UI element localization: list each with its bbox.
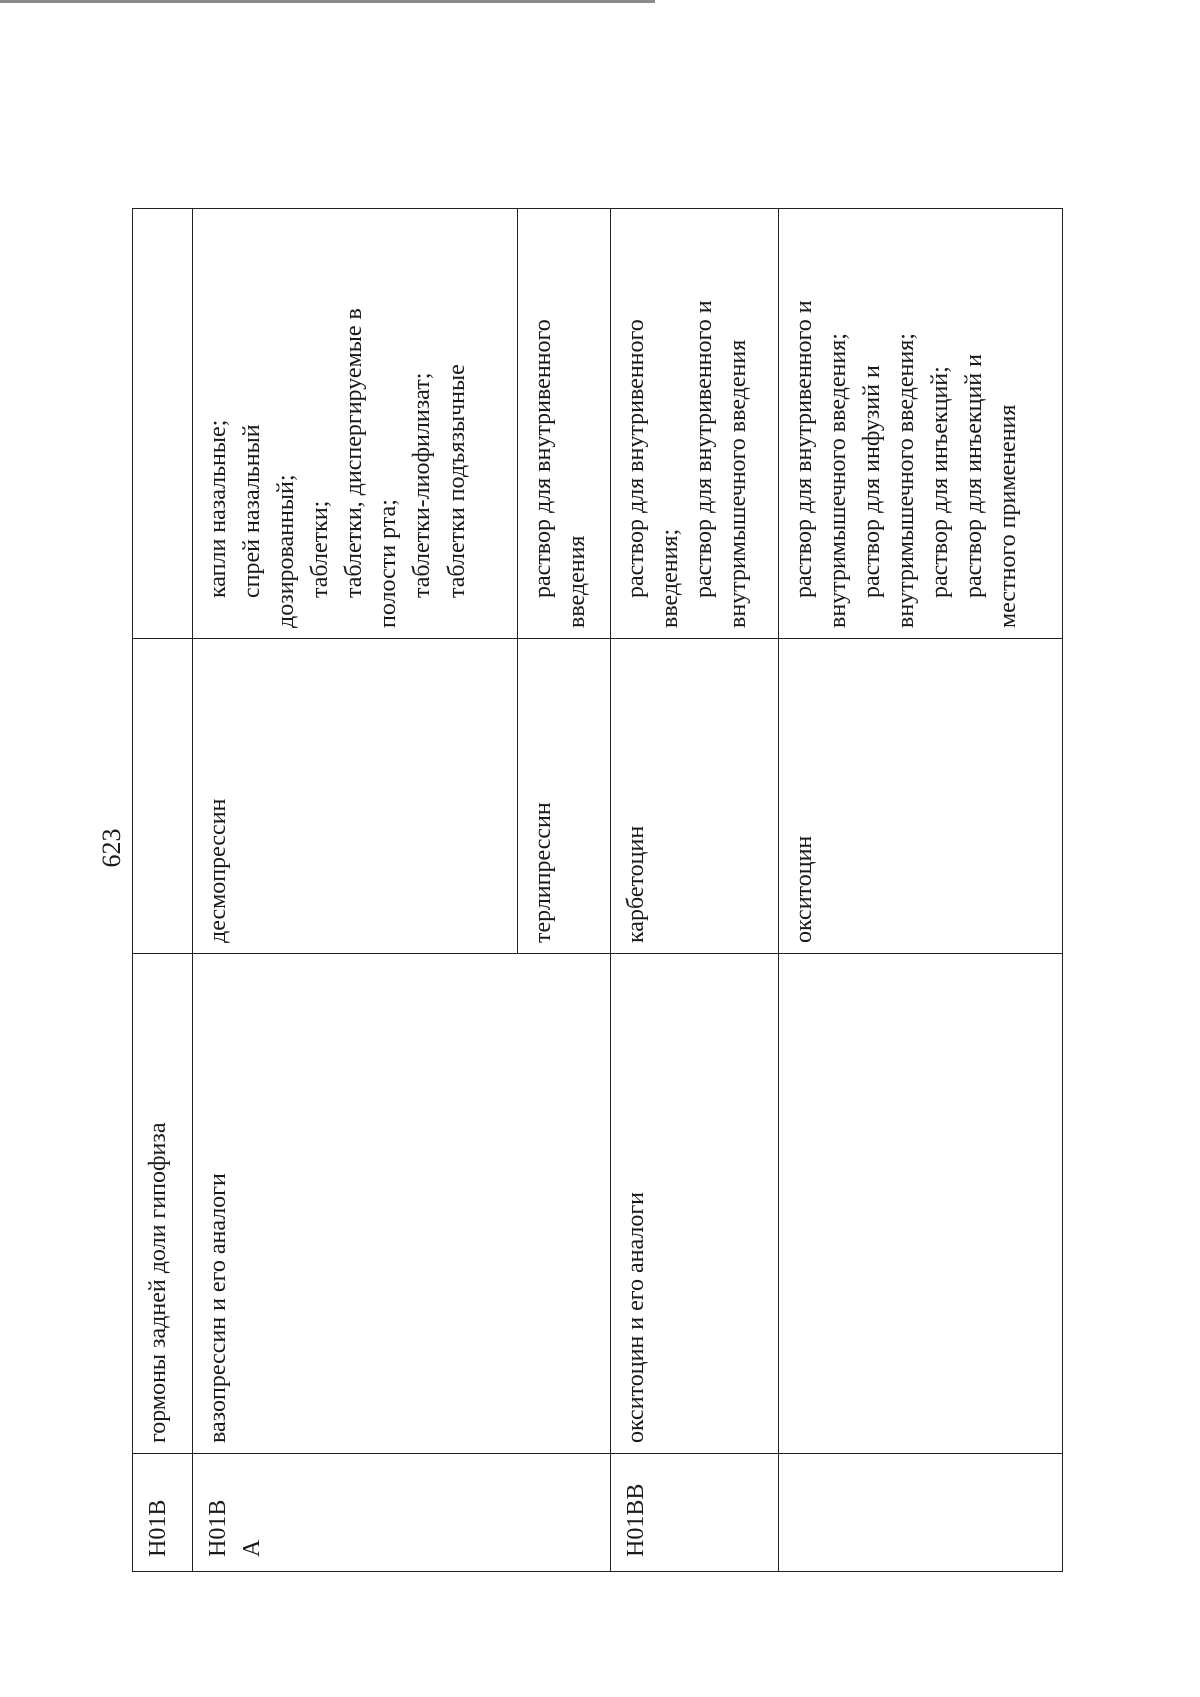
dosage-forms-cell bbox=[779, 209, 1063, 639]
dosage-form-line: раствор для внутривенного bbox=[623, 319, 649, 598]
dosage-form-line: таблетки-лиофилизат; bbox=[409, 372, 436, 598]
drug-name-cell bbox=[518, 639, 611, 954]
group-name-cell bbox=[193, 954, 611, 1454]
drug-name-oxytocin: окситоцин bbox=[791, 835, 817, 943]
atc-code-cell bbox=[193, 1454, 611, 1572]
dosage-form-line: введения bbox=[564, 535, 591, 628]
page-number: 623 bbox=[97, 828, 126, 868]
dosage-forms-cell bbox=[611, 209, 779, 639]
group-name: гормоны задней доли гипофиза bbox=[145, 1122, 171, 1443]
atc-code: H01B bbox=[145, 1499, 171, 1557]
atc-code: H01BB bbox=[623, 1483, 649, 1557]
dosage-form-line: внутримышечного введения; bbox=[825, 333, 852, 628]
group-name-cell bbox=[611, 954, 779, 1454]
table-row-h01ba bbox=[193, 209, 518, 1572]
table-row-h01bb bbox=[611, 209, 779, 1572]
atc-code-cell bbox=[611, 1454, 779, 1572]
drug-name-cell bbox=[611, 639, 779, 954]
dosage-form-line: введения; bbox=[657, 528, 684, 628]
drug-name-cell bbox=[193, 639, 518, 954]
group-name: окситоцин и его аналоги bbox=[623, 1191, 649, 1443]
dosage-form-line: раствор для внутривенного bbox=[530, 319, 556, 598]
group-name-cell bbox=[133, 954, 193, 1454]
dosage-form-line: таблетки; bbox=[307, 500, 334, 598]
group-name-cell bbox=[779, 954, 1063, 1454]
top-scan-border bbox=[0, 0, 655, 3]
atc-code: H01B A bbox=[205, 1499, 266, 1557]
dosage-form-line: местного применения bbox=[995, 404, 1022, 628]
drug-classification-table bbox=[132, 208, 1063, 1572]
table-row-oxytocin bbox=[779, 209, 1063, 1572]
dosage-form-line: спрей назальный bbox=[239, 424, 266, 598]
drug-name-desmopressin: десмопрессин bbox=[205, 798, 231, 943]
dosage-form-line: раствор для инъекций; bbox=[927, 366, 954, 598]
drug-name-cell bbox=[133, 639, 193, 954]
drug-name-terlipressin: терлипрессин bbox=[530, 802, 556, 943]
atc-code-cell bbox=[779, 1454, 1063, 1572]
drug-name-carbetocin: карбетоцин bbox=[623, 825, 649, 943]
group-name: вазопрессин и его аналоги bbox=[205, 1173, 231, 1443]
dosage-form-line: раствор для инъекций и bbox=[961, 354, 988, 598]
dosage-forms-cell bbox=[518, 209, 611, 639]
drug-name-cell bbox=[779, 639, 1063, 954]
dosage-form-line: таблетки, диспергируемые в bbox=[341, 308, 368, 598]
rotated-table-container bbox=[132, 209, 1062, 1572]
atc-code-cell bbox=[133, 1454, 193, 1572]
dosage-forms-cell bbox=[193, 209, 518, 639]
dosage-form-line: таблетки подъязычные bbox=[443, 364, 470, 598]
dosage-form-line: раствор для инфузий и bbox=[859, 365, 886, 598]
dosage-form-line: полости рта; bbox=[375, 499, 402, 628]
dosage-form-line: дозированный; bbox=[273, 474, 300, 628]
dosage-form-line: раствор для внутривенного и bbox=[791, 300, 817, 598]
dosage-form-line: внутримышечного введения; bbox=[893, 333, 920, 628]
dosage-form-line: внутримышечного введения bbox=[725, 339, 752, 628]
dosage-forms-cell bbox=[133, 209, 193, 639]
dosage-form-line: капли назальные; bbox=[205, 419, 231, 598]
dosage-form-line: раствор для внутривенного и bbox=[691, 300, 718, 598]
table-row-h01b bbox=[133, 209, 193, 1572]
